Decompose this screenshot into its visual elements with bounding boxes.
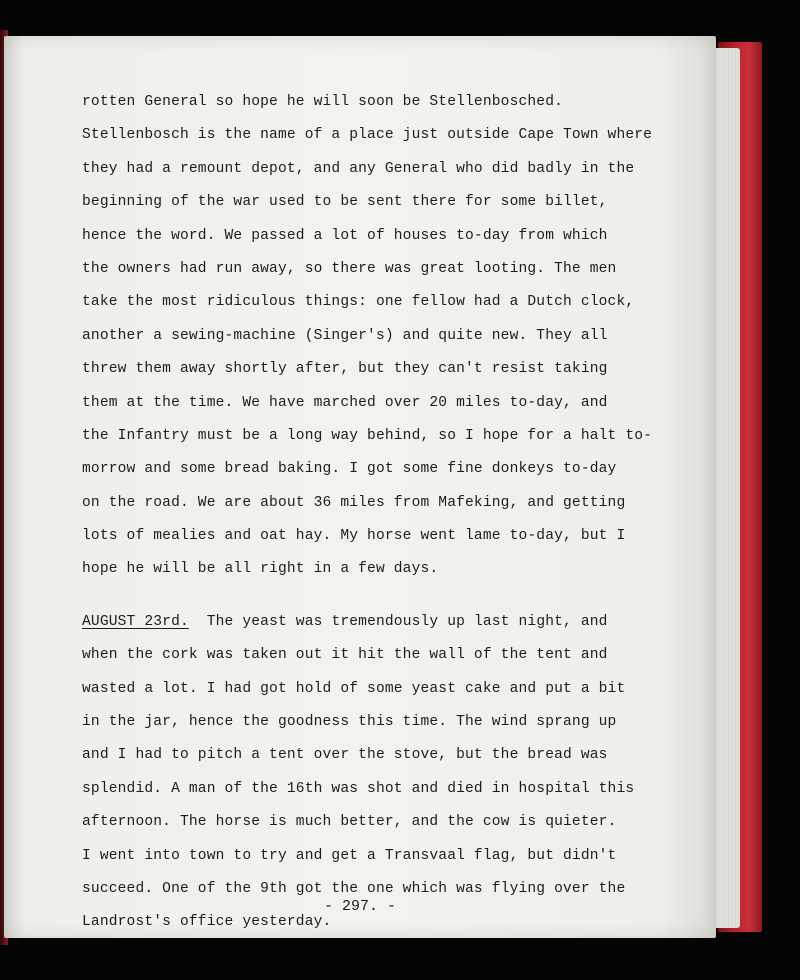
page-number: - 297. -: [323, 898, 396, 915]
text-line: rotten General so hope he will soon be Stellenbosched.: [82, 94, 564, 110]
text-line: they had a remount depot, and any General who did badly in the: [82, 160, 635, 177]
text-line: take the most ridiculous things: one fellow had a Dutch clock,: [82, 294, 635, 311]
text-line: on the road. We are about 36 miles from Mafeking, and getting: [82, 494, 626, 511]
text-line: another a sewing-machine (Singer's) and quite new. They all: [82, 327, 608, 344]
text-line: The yeast was tremendously up last night, and: [206, 613, 608, 630]
text-line: splendid. A man of the 16th was shot and died in hospital this: [82, 780, 635, 797]
entry-first-line: [82, 612, 702, 645]
text-line: morrow and some bread baking. I got some fine donkeys to-day: [82, 461, 617, 478]
text-line: the Infantry must be a long way behind, so I hope for a halt to-: [82, 427, 653, 444]
text-line: hence the word. We passed a lot of houses to-day from which: [82, 227, 608, 244]
text-line: lots of mealies and oat hay. My horse went lame to-day, but I: [82, 528, 626, 545]
text-line: Stellenbosch is the name of a place just outside Cape Town where: [82, 127, 653, 144]
text-line: wasted a lot. I had got hold of some yeast cake and put a bit: [82, 680, 626, 697]
paragraph-gap: [82, 593, 702, 612]
text-line: beginning of the war used to be sent there for some billet,: [82, 194, 608, 211]
text-line: Landrost's office yesterday.: [82, 914, 332, 931]
text-line: hope he will be all right in a few days.: [82, 561, 439, 578]
text-line: threw them away shortly after, but they can't resist taking: [82, 361, 608, 378]
text-line: I went into town to try and get a Transvaal flag, but didn't: [82, 847, 617, 864]
text-line: afternoon. The horse is much better, and the cow is quieter.: [82, 814, 617, 831]
text-line: them at the time. We have marched over 20 miles to-day, and: [82, 394, 608, 411]
entry-date-heading: AUGUST 23rd.: [82, 613, 189, 630]
page-text: [82, 92, 702, 946]
text-line: in the jar, hence the goodness this time. The wind sprang up: [82, 714, 617, 731]
text-line: the owners had run away, so there was great looting. The men: [82, 260, 617, 277]
typed-page: [4, 36, 716, 938]
text-line: succeed. One of the 9th got the one which was flying over the: [82, 880, 626, 897]
text-line: and I had to pitch a tent over the stove, but the bread was: [82, 747, 608, 764]
text-line: when the cork was taken out it hit the wall of the tent and: [82, 647, 608, 664]
